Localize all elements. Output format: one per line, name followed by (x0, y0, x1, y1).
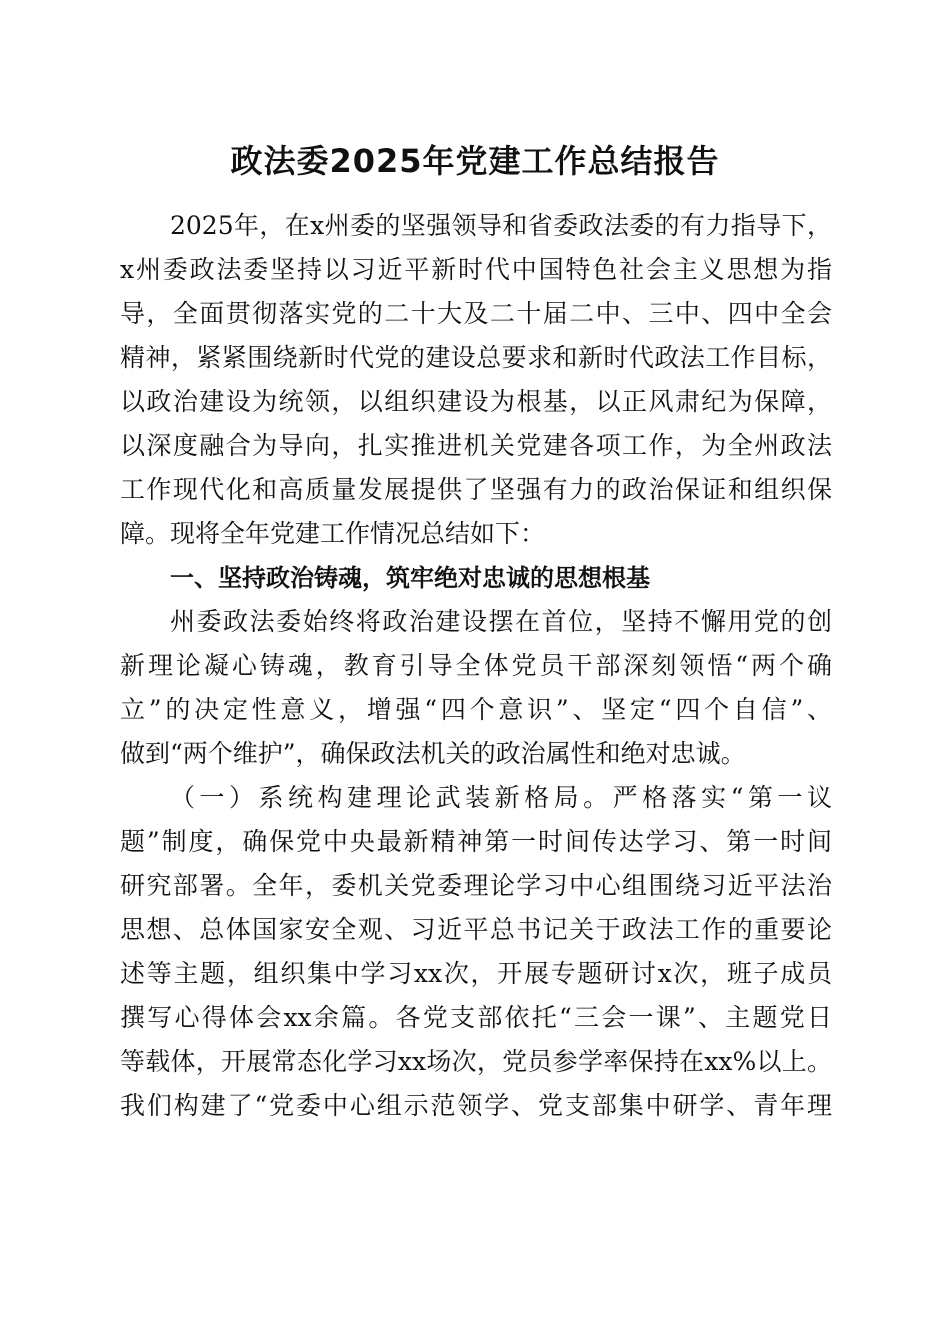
body-line: （一）系统构建理论武装新格局。严格落实“第一议 (170, 783, 832, 812)
section-heading: 一、坚持政治铸魂，筑牢绝对忠诚的思想根基 (170, 564, 650, 592)
body-line: 以政治建设为统领，以组织建设为根基，以正风肃纪为保障， (120, 387, 832, 416)
body-line: 新理论凝心铸魂，教育引导全体党员干部深刻领悟“两个确 (120, 651, 832, 680)
body-line: 思想、总体国家安全观、习近平总书记关于政法工作的重要论 (120, 915, 832, 944)
body-line: 精神，紧紧围绕新时代党的建设总要求和新时代政法工作目标， (120, 343, 832, 372)
body-line: 以深度融合为导向，扎实推进机关党建各项工作，为全州政法 (120, 431, 832, 460)
body-line: 等载体，开展常态化学习xx场次，党员参学率保持在xx%以上。 (120, 1047, 832, 1076)
body-line: 研究部署。全年，委机关党委理论学习中心组围绕习近平法治 (120, 871, 832, 900)
document-title: 政法委2025年党建工作总结报告 (230, 142, 720, 180)
body-line: 工作现代化和高质量发展提供了坚强有力的政治保证和组织保 (120, 475, 832, 504)
body-line: 做到“两个维护”，确保政法机关的政治属性和绝对忠诚。 (120, 739, 746, 768)
body-line: 述等主题，组织集中学习xx次，开展专题研讨x次，班子成员 (120, 959, 832, 988)
body-line: 2025年，在x州委的坚强领导和省委政法委的有力指导下， (170, 211, 832, 240)
body-line: 障。现将全年党建工作情况总结如下： (120, 519, 546, 548)
body-line: 撰写心得体会xx余篇。各党支部依托“三会一课”、主题党日 (120, 1003, 832, 1032)
body-line: 题”制度，确保党中央最新精神第一时间传达学习、第一时间 (120, 827, 832, 856)
body-line: 我们构建了“党委中心组示范领学、党支部集中研学、青年理 (120, 1091, 832, 1120)
body-line: x州委政法委坚持以习近平新时代中国特色社会主义思想为指 (120, 255, 832, 284)
body-line: 导，全面贯彻落实党的二十大及二十届二中、三中、四中全会 (120, 299, 832, 328)
body-line: 立”的决定性意义，增强“四个意识”、坚定“四个自信”、 (120, 695, 832, 724)
body-line: 州委政法委始终将政治建设摆在首位，坚持不懈用党的创 (170, 607, 832, 636)
